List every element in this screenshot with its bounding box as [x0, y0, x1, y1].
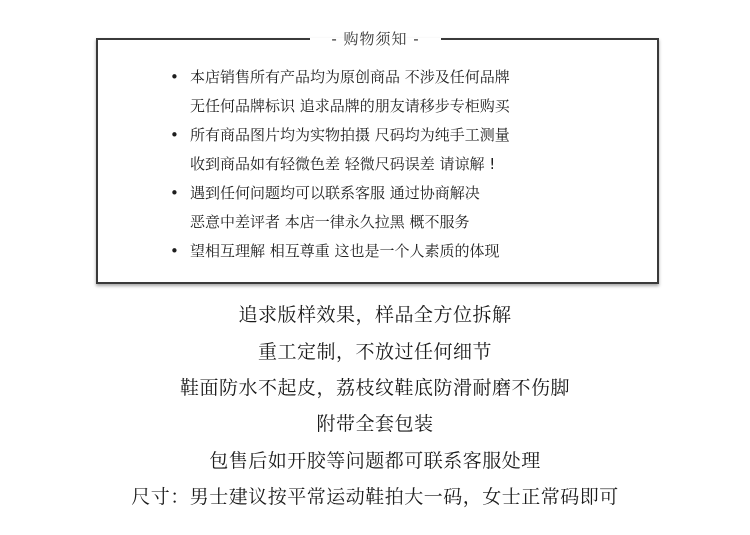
bullet-icon: •: [170, 242, 179, 260]
bullet-icon: •: [170, 126, 179, 144]
bullet-icon: •: [170, 68, 179, 86]
feature-line-3: 鞋面防水不起皮，荔枝纹鞋底防滑耐磨不伤脚: [179, 377, 570, 399]
rule-3-line-1: 遇到任何问题均可以联系客服 通过协商解决: [190, 184, 480, 202]
notice-top-rule-left: [96, 38, 310, 40]
rule-1-line-1: 本店销售所有产品均为原创商品 不涉及任何品牌: [190, 68, 510, 86]
rule-1-line-2: 无任何品牌标识 追求品牌的朋友请移步专柜购买: [190, 97, 510, 115]
bullet-icon: •: [170, 184, 179, 202]
notice-title: - 购物须知 -: [331, 30, 420, 48]
rule-4-line-1: 望相互理解 相互尊重 这也是一个人素质的体现: [190, 242, 500, 260]
feature-line-4: 附带全套包装: [316, 413, 434, 435]
feature-line-6: 尺寸：男士建议按平常运动鞋拍大一码，女士正常码即可: [131, 486, 619, 508]
rule-3-line-2: 恶意中差评者 本店一律永久拉黑 概不服务: [190, 213, 470, 231]
feature-line-2: 重工定制，不放过任何细节: [257, 341, 492, 363]
rule-2-line-1: 所有商品图片均为实物拍摄 尺码均为纯手工测量: [190, 126, 510, 144]
rule-2-line-2: 收到商品如有轻微色差 轻微尺码误差 请谅解 !: [190, 155, 496, 173]
feature-line-1: 追求版样效果，样品全方位拆解: [238, 304, 512, 326]
notice-top-rule-right: [441, 38, 657, 40]
feature-line-5: 包售后如开胶等问题都可联系客服处理: [209, 450, 541, 472]
